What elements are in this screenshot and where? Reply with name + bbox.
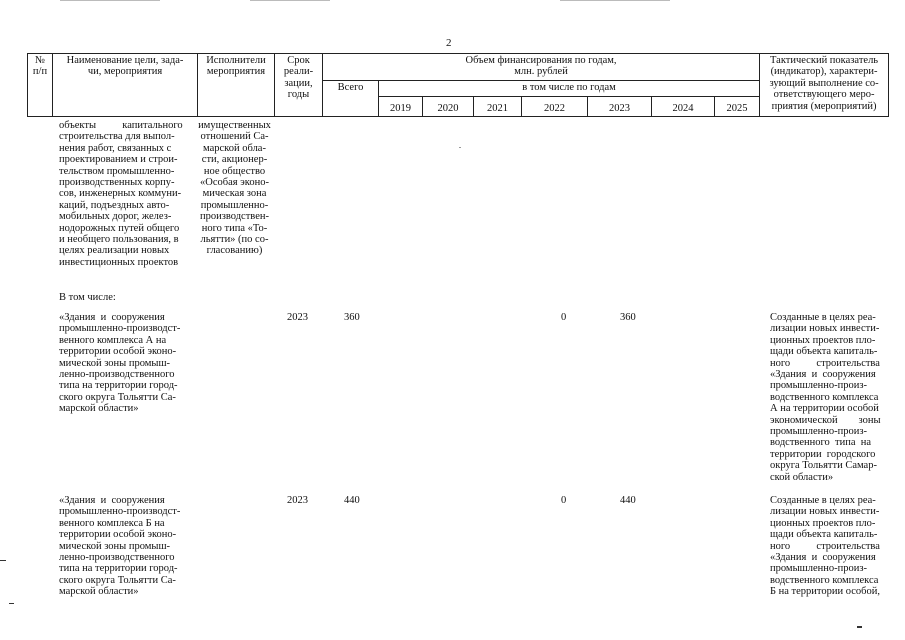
row1-indicator: Созданные в целях реа- лизации новых инвести- ционных проектов пло- щади объекта капиталь- ного строительства «Здания и сооружения промышленно-произ- водственного комплекса А на территории особой экономической зоны промышленно-произ- водственного типа на территории городского округа Тольятти Самар- ской области» [770, 312, 881, 483]
row1-name: «Здания и сооружения промышленно-производст- венного комплекса А на территории особой эконо- мической зоны промыш- ленно-производственного типа на территории город- ского округа Тольятти Са- марской области» [59, 312, 181, 415]
row2-name: «Здания и сооружения промышленно-производст- венного комплекса Б на территории особой эконо- мической зоны промыш- ленно-производственного типа на территории город- ского округа Тольятти Са- марской области» [59, 495, 181, 598]
header-year-2020: 2020 [423, 96, 474, 116]
header-col-name: Наименование цели, зада- чи, мероприятия [53, 54, 198, 117]
scan-mark [9, 603, 14, 604]
scan-mark [857, 626, 862, 628]
scan-artifact [250, 0, 330, 1]
row1-y2023: 360 [620, 312, 636, 323]
scan-artifact [560, 0, 670, 1]
scan-artifact [60, 0, 160, 1]
header-col-indicator: Тактический показатель (индикатор), характери- зующий выполнение со- ответствующего меро- приятия (мероприятий) [760, 54, 889, 117]
header-col-funding: Объем финансирования по годам, млн. рублей [323, 54, 760, 81]
row2-y2023: 440 [620, 495, 636, 506]
header-year-2023: 2023 [588, 96, 652, 116]
scan-mark [459, 147, 461, 148]
row1-term: 2023 [287, 312, 308, 323]
row2-term: 2023 [287, 495, 308, 506]
including-label: В том числе: [59, 292, 116, 303]
header-col-executor: Исполнители мероприятия [198, 54, 275, 117]
header-col-including: в том числе по годам [379, 81, 760, 96]
page-number: 2 [446, 37, 452, 49]
row2-y2022: 0 [561, 495, 567, 506]
row0-executor: имущественных отношений Са- марской обла- сти, акционер- ное общество «Особая эконо- мическая зона промышленно- производствен- ного типа «То- льятти» (по со- гласованию) [198, 120, 271, 257]
table-header [27, 53, 889, 117]
header-year-2024: 2024 [652, 96, 715, 116]
header-col-term: Срок реали- зации, годы [275, 54, 323, 117]
row1-y2022: 0 [561, 312, 567, 323]
header-year-2021: 2021 [474, 96, 522, 116]
header-col-number: № п/п [28, 54, 53, 117]
scan-mark [0, 560, 6, 561]
row0-name: объекты капитального строительства для выпол- нения работ, связанных с проектированием и строи- тельством промышленно- производственных корпу- сов, инженерных коммуни- каций, подъездных авто- мобильных дорог, желез- нодорожных путей общего и необщего пользования, в целях реализации новых инвестиционных проектов [59, 120, 183, 268]
row2-total: 440 [344, 495, 360, 506]
header-year-2022: 2022 [522, 96, 588, 116]
header-col-total: Всего [323, 81, 379, 117]
row1-total: 360 [344, 312, 360, 323]
header-year-2019: 2019 [379, 96, 423, 116]
row2-indicator: Созданные в целях реа- лизации новых инвести- ционных проектов пло- щади объекта капиталь- ного строительства «Здания и сооружения промышленно-произ- водственного комплекса Б на территории особой, [770, 495, 880, 598]
header-year-2025: 2025 [715, 96, 760, 116]
